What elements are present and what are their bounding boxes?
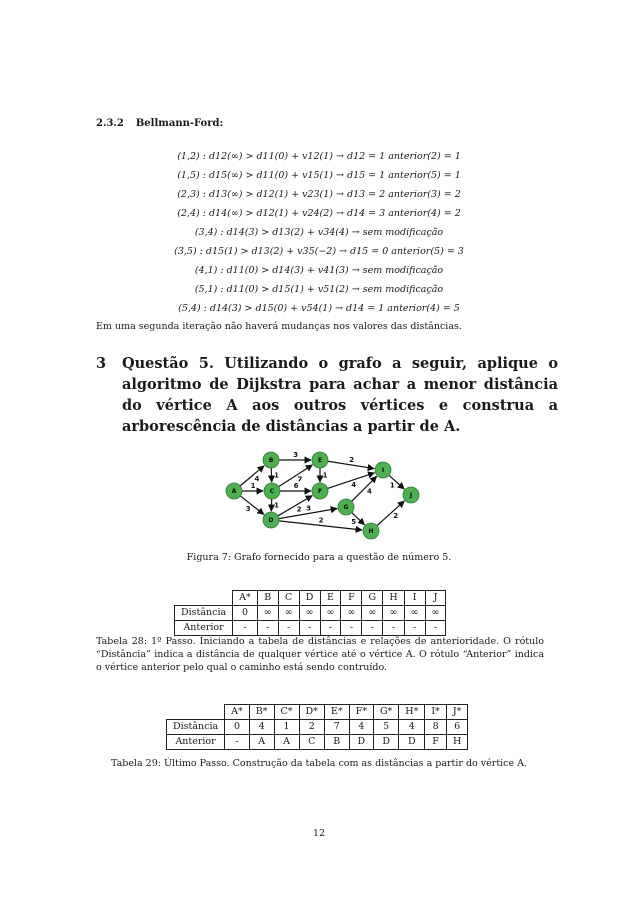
table-cell: F xyxy=(425,735,447,750)
table-cell: G xyxy=(362,591,383,606)
table-cell: A xyxy=(249,735,274,750)
edge-weight: 2 xyxy=(296,505,302,514)
edge-weight: 2 xyxy=(393,512,399,521)
table-cell: - xyxy=(225,735,250,750)
section-title: Questão 5. Utilizando o grafo a seguir, aplique o algoritmo de Dijkstra para achar a menor distância do vértice A aos outros vértices e construa a arborescência de distâncias a partir de A. xyxy=(122,355,558,435)
edge-weight: 1 xyxy=(389,481,395,490)
table-cell: H* xyxy=(399,705,425,720)
table-cell: 8 xyxy=(425,720,447,735)
table-cell: ∞ xyxy=(257,606,278,621)
table-header-row xyxy=(175,591,446,606)
graph-node-C xyxy=(264,483,280,499)
figure-caption: Figura 7: Grafo fornecido para a questão de número 5. xyxy=(186,552,452,563)
table-row xyxy=(167,720,468,735)
table-cell: - xyxy=(404,621,425,636)
table-cell: D* xyxy=(299,705,324,720)
graph-node-D xyxy=(263,512,279,528)
table-cell: I* xyxy=(425,705,447,720)
table-cell: I xyxy=(404,591,425,606)
table-row xyxy=(175,621,446,636)
table-28 xyxy=(174,590,446,636)
edge-weight: 5 xyxy=(351,518,357,527)
svg-text:A: A xyxy=(231,488,237,496)
table-cell: C xyxy=(278,591,299,606)
table-cell: B xyxy=(257,591,278,606)
edge-weight: 3 xyxy=(306,504,311,513)
table-cell: Anterior xyxy=(175,621,233,636)
edge-weight: 1 xyxy=(274,501,279,510)
table-cell: 0 xyxy=(225,720,250,735)
graph-node-A xyxy=(226,483,242,499)
edge-weight: 4 xyxy=(351,481,357,490)
table-cell: 0 xyxy=(233,606,258,621)
table-cell: 4 xyxy=(249,720,274,735)
svg-text:D: D xyxy=(268,517,274,525)
table-cell: 1 xyxy=(274,720,299,735)
equation-9: (5,4) : d14(3) > d15(0) + v54(1) → d14 = 1 anterior(4) = 5 xyxy=(178,303,460,314)
table-cell: ∞ xyxy=(320,606,341,621)
svg-text:B: B xyxy=(268,457,274,465)
equation-5: (3,4) : d14(3) > d13(2) + v34(4) → sem modificação xyxy=(194,227,444,238)
table-cell: 4 xyxy=(399,720,425,735)
table-cell: A xyxy=(274,735,299,750)
section-number: 3 xyxy=(96,355,107,372)
table-cell: H xyxy=(383,591,404,606)
table-row xyxy=(175,606,446,621)
edge-weight: 2 xyxy=(349,456,354,464)
edge-weight: 3 xyxy=(245,505,251,514)
table-cell: J xyxy=(425,591,446,606)
iteration-paragraph: Em uma segunda iteração não haverá mudanças nos valores das distâncias. xyxy=(96,321,462,332)
graph-figure xyxy=(0,440,638,550)
table-cell: Anterior xyxy=(167,735,225,750)
table-cell xyxy=(167,705,225,720)
table-cell: G* xyxy=(373,705,398,720)
subsection-number: 2.3.2 xyxy=(96,118,124,129)
table-29 xyxy=(166,704,468,750)
table-28-caption: Tabela 28: 1º Passo. Iniciando a tabela de distâncias e relações de anterioridade. O rótulo “Distância” indica a distância de qualquer vértice até o vértice A. O rótulo “Anterior” indica o vértice anterior pelo qual o caminho está sendo contruído. xyxy=(96,636,544,673)
svg-text:F: F xyxy=(317,488,323,496)
graph-node-G xyxy=(338,499,354,515)
table-cell: F xyxy=(341,591,362,606)
edge-weight: 4 xyxy=(254,474,260,483)
subsection-heading xyxy=(96,118,223,129)
table-cell: J* xyxy=(446,705,468,720)
table-cell: B* xyxy=(249,705,274,720)
graph-edge-A-D xyxy=(240,496,264,515)
table-cell: ∞ xyxy=(404,606,425,621)
table-row xyxy=(167,735,468,750)
table-cell: - xyxy=(299,621,320,636)
table-cell: - xyxy=(320,621,341,636)
graph-node-B xyxy=(263,452,279,468)
table-cell: ∞ xyxy=(341,606,362,621)
table-cell: F* xyxy=(349,705,373,720)
table-cell: - xyxy=(233,621,258,636)
table-cell: 2 xyxy=(299,720,324,735)
table-cell: ∞ xyxy=(278,606,299,621)
svg-text:E: E xyxy=(317,457,323,465)
table-cell: A* xyxy=(225,705,250,720)
table-cell: ∞ xyxy=(299,606,320,621)
table-cell: 5 xyxy=(373,720,398,735)
equation-1: (1,2) : d12(∞) > d11(0) + v12(1) → d12 = 1 anterior(2) = 1 xyxy=(177,151,461,162)
table-cell: D xyxy=(349,735,373,750)
table-cell: C xyxy=(299,735,324,750)
table-header-row xyxy=(167,705,468,720)
table-cell: 6 xyxy=(446,720,468,735)
edge-weight: 1 xyxy=(250,482,256,490)
table-cell: - xyxy=(257,621,278,636)
equation-7: (4,1) : d11(0) > d14(3) + v41(3) → sem modificação xyxy=(194,265,444,276)
table-cell: - xyxy=(278,621,299,636)
table-cell: 4 xyxy=(349,720,373,735)
edge-weight: 7 xyxy=(297,475,303,484)
table-cell: ∞ xyxy=(362,606,383,621)
edge-weight: 3 xyxy=(293,451,298,459)
graph-node-J xyxy=(403,487,419,503)
table-cell: B xyxy=(324,735,349,750)
table-29-caption: Tabela 29: Último Passo. Construção da tabela com as distâncias a partir do vértice A. xyxy=(110,758,528,769)
equation-4: (2,4) : d14(∞) > d12(1) + v24(2) → d14 = 3 anterior(4) = 2 xyxy=(177,208,461,219)
equation-8: (5,1) : d11(0) > d15(1) + v51(2) → sem modificação xyxy=(194,284,444,295)
table-cell: H xyxy=(446,735,468,750)
svg-text:I: I xyxy=(381,467,385,475)
table-cell: - xyxy=(362,621,383,636)
page-number: 12 xyxy=(312,828,326,839)
equation-6: (3,5) : d15(1) > d13(2) + v35(−2) → d15 = 0 anterior(5) = 3 xyxy=(174,246,464,257)
svg-text:G: G xyxy=(343,504,349,512)
graph-edge-H-J xyxy=(377,501,404,526)
edge-weight: 4 xyxy=(367,487,372,496)
graph-node-E xyxy=(312,452,328,468)
edge-weight: 2 xyxy=(318,516,324,525)
svg-text:C: C xyxy=(269,488,275,496)
table-cell: - xyxy=(341,621,362,636)
edge-weight: 1 xyxy=(274,471,279,480)
table-cell: A* xyxy=(233,591,258,606)
graph-node-H xyxy=(363,523,379,539)
table-cell: ∞ xyxy=(425,606,446,621)
table-cell: Distância xyxy=(175,606,233,621)
table-cell: Distância xyxy=(167,720,225,735)
table-cell: D xyxy=(373,735,398,750)
equation-2: (1,5) : d15(∞) > d11(0) + v15(1) → d15 = 1 anterior(5) = 1 xyxy=(177,170,461,181)
table-cell: C* xyxy=(274,705,299,720)
table-cell: D xyxy=(299,591,320,606)
table-cell: D xyxy=(399,735,425,750)
table-cell: - xyxy=(425,621,446,636)
table-cell: E* xyxy=(324,705,349,720)
svg-text:H: H xyxy=(368,528,374,536)
table-cell: ∞ xyxy=(383,606,404,621)
equation-3: (2,3) : d13(∞) > d12(1) + v23(1) → d13 = 2 anterior(3) = 2 xyxy=(177,189,461,200)
table-cell xyxy=(175,591,233,606)
svg-text:J: J xyxy=(409,492,413,500)
graph-node-I xyxy=(375,462,391,478)
table-cell: - xyxy=(383,621,404,636)
table-cell: E xyxy=(320,591,341,606)
edge-weight: 1 xyxy=(322,471,328,480)
edge-weight: 6 xyxy=(293,482,299,490)
graph-node-F xyxy=(312,483,328,499)
table-cell: 7 xyxy=(324,720,349,735)
subsection-title: Bellmann-Ford: xyxy=(135,118,224,129)
